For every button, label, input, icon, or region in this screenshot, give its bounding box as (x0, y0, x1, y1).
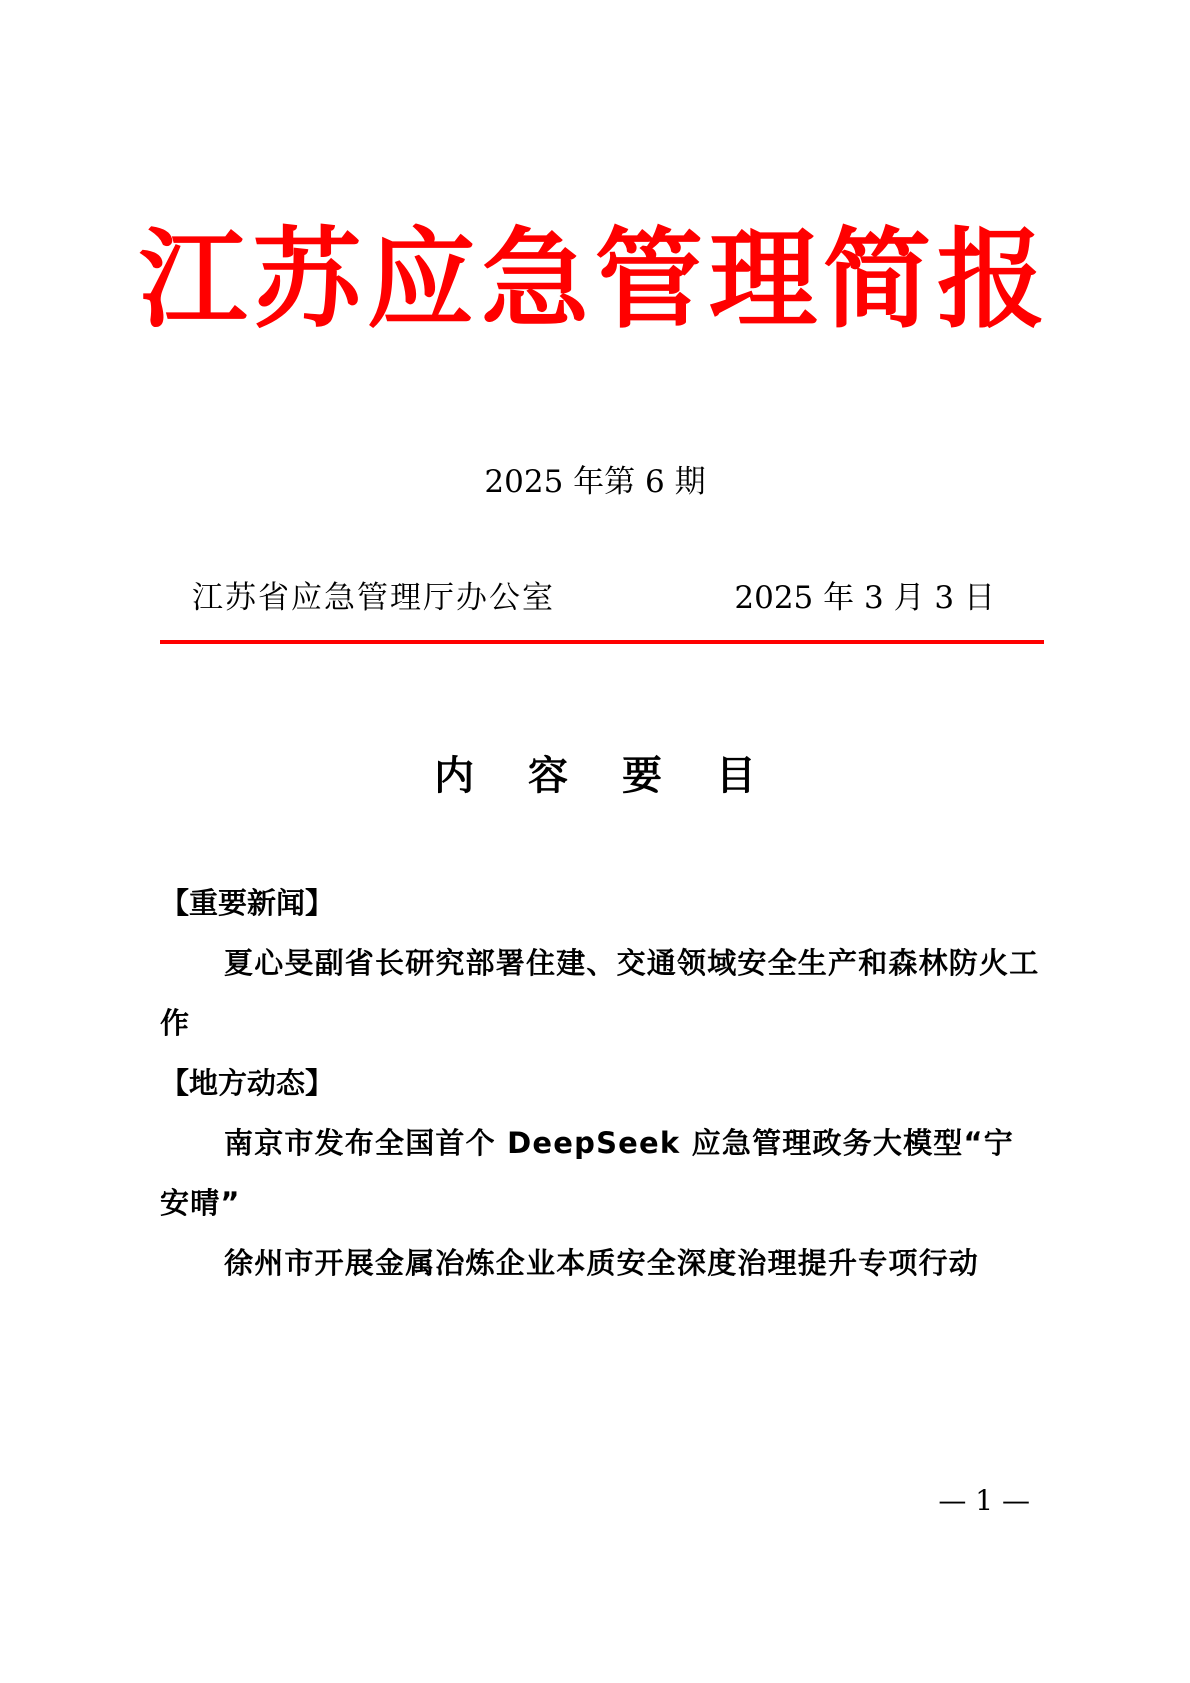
page-number: — 1 — (938, 1484, 1030, 1517)
toc-article[interactable]: 夏心旻副省长研究部署住建、交通领域安全生产和森林防火工作 (160, 946, 1040, 1040)
issue-number: 2025 年第 6 期 (484, 464, 706, 500)
toc-article[interactable]: 徐州市开展金属冶炼企业本质安全深度治理提升专项行动 (224, 1246, 980, 1280)
contents-title: 内 容 要 目 (434, 753, 776, 799)
red-divider (160, 640, 1044, 644)
toc-article[interactable]: 南京市发布全国首个 DeepSeek 应急管理政务大模型“宁安晴” (160, 1126, 1014, 1220)
table-of-contents (160, 873, 1044, 1293)
issuing-office: 江苏省应急管理厅办公室 (192, 580, 555, 616)
issue-date: 2025 年 3 月 3 日 (734, 580, 995, 616)
masthead-title: 江苏应急管理简报 (138, 217, 1051, 343)
section-label-important-news: 【重要新闻】 (160, 886, 335, 920)
section-label-local-news: 【地方动态】 (160, 1066, 335, 1100)
